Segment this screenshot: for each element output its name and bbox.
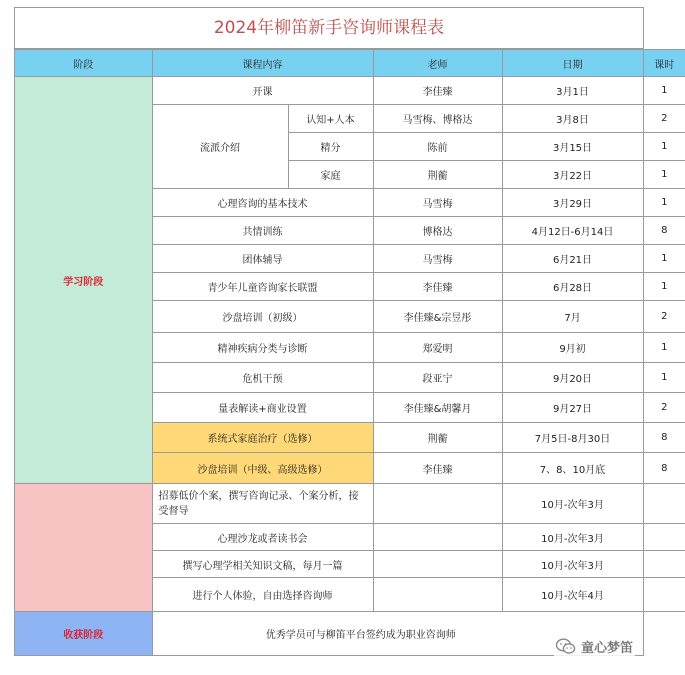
course-date: 9月初	[502, 333, 643, 363]
course-date: 9月27日	[502, 393, 643, 423]
course-content: 认知+人本	[288, 105, 373, 133]
course-hours: 1	[643, 363, 685, 393]
practice-hours-empty	[643, 551, 685, 578]
course-date: 6月21日	[502, 245, 643, 273]
course-content: 家庭	[288, 161, 373, 189]
harvest-text: 优秀学员可与柳笛平台签约成为职业咨询师	[152, 612, 685, 655]
course-content: 量表解读+商业设置	[152, 393, 373, 423]
course-date: 9月20日	[502, 363, 643, 393]
schedule-sheet	[14, 7, 675, 656]
course-date: 4月12日-6月14日	[502, 217, 643, 245]
course-group: 流派介绍	[152, 105, 288, 189]
course-date: 7月5日-8月30日	[502, 423, 643, 453]
course-hours: 1	[643, 333, 685, 363]
course-hours: 2	[643, 105, 685, 133]
header-teacher: 老师	[373, 50, 502, 77]
wechat-icon	[556, 638, 576, 655]
practice-date: 10月-次年3月	[502, 524, 643, 551]
practice-hours-empty	[643, 578, 685, 612]
course-teacher: 李佳臻&胡馨月	[373, 393, 502, 423]
practice-teacher-empty	[373, 484, 502, 524]
course-hours: 2	[643, 393, 685, 423]
header-stage: 阶段	[15, 50, 152, 77]
course-content: 心理咨询的基本技术	[152, 189, 373, 217]
course-date: 7月	[502, 301, 643, 333]
course-content: 危机干预	[152, 363, 373, 393]
course-hours: 1	[643, 189, 685, 217]
course-hours: 1	[643, 273, 685, 301]
course-date: 3月22日	[502, 161, 643, 189]
practice-date: 10月-次年4月	[502, 578, 643, 612]
course-teacher: 博格达	[373, 217, 502, 245]
watermark	[554, 636, 635, 657]
course-teacher: 李佳臻	[373, 453, 502, 484]
course-date: 3月15日	[502, 133, 643, 161]
course-teacher: 荆蘅	[373, 423, 502, 453]
watermark-text: 童心梦笛	[580, 641, 633, 656]
course-content: 精分	[288, 133, 373, 161]
course-hours: 8	[643, 453, 685, 484]
course-content-elective: 沙盘培训（中级、高级选修）	[152, 453, 373, 484]
schedule-table	[15, 49, 685, 655]
practice-teacher-empty	[373, 524, 502, 551]
course-content-elective: 系统式家庭治疗（选修）	[152, 423, 373, 453]
course-date: 3月8日	[502, 105, 643, 133]
stage-practice-cell	[15, 484, 152, 612]
course-date: 3月1日	[502, 77, 643, 105]
course-teacher: 马雪梅、博格达	[373, 105, 502, 133]
course-date: 3月29日	[502, 189, 643, 217]
course-content: 青少年儿童咨询家长联盟	[152, 273, 373, 301]
table-row	[15, 77, 685, 105]
course-teacher: 李佳臻	[373, 77, 502, 105]
course-hours: 8	[643, 423, 685, 453]
header-content: 课程内容	[152, 50, 373, 77]
course-teacher: 李佳臻	[373, 273, 502, 301]
course-teacher: 陈前	[373, 133, 502, 161]
course-teacher: 段亚宁	[373, 363, 502, 393]
practice-date: 10月-次年3月	[502, 484, 643, 524]
stage-harvest-cell: 收获阶段	[15, 612, 152, 655]
course-hours: 1	[643, 245, 685, 273]
course-teacher: 李佳臻&宗昱彤	[373, 301, 502, 333]
header-row	[15, 50, 685, 77]
practice-date: 10月-次年3月	[502, 551, 643, 578]
course-teacher: 郑爱明	[373, 333, 502, 363]
table-row	[15, 484, 685, 524]
course-hours: 1	[643, 77, 685, 105]
stage-study-cell: 学习阶段	[15, 77, 152, 484]
course-hours: 1	[643, 133, 685, 161]
practice-hours-empty	[643, 484, 685, 524]
course-content: 开课	[152, 77, 373, 105]
practice-content: 心理沙龙或者读书会	[152, 524, 373, 551]
course-date: 7、8、10月底	[502, 453, 643, 484]
course-content: 精神疾病分类与诊断	[152, 333, 373, 363]
course-content: 沙盘培训（初级）	[152, 301, 373, 333]
practice-content: 招募低价个案，撰写咨询记录、个案分析，接受督导	[152, 484, 373, 524]
course-content: 团体辅导	[152, 245, 373, 273]
practice-content: 撰写心理学相关知识文稿，每月一篇	[152, 551, 373, 578]
course-teacher: 马雪梅	[373, 245, 502, 273]
course-hours: 1	[643, 161, 685, 189]
header-date: 日期	[502, 50, 643, 77]
header-hours: 课时	[643, 50, 685, 77]
course-content: 共情训练	[152, 217, 373, 245]
practice-teacher-empty	[373, 551, 502, 578]
practice-content: 进行个人体验，自由选择咨询师	[152, 578, 373, 612]
course-teacher: 马雪梅	[373, 189, 502, 217]
course-date: 6月28日	[502, 273, 643, 301]
course-teacher: 荆蘅	[373, 161, 502, 189]
page-title: 2024年柳笛新手咨询师课程表	[15, 8, 643, 49]
practice-teacher-empty	[373, 578, 502, 612]
course-hours: 2	[643, 301, 685, 333]
practice-hours-empty	[643, 524, 685, 551]
course-hours: 8	[643, 217, 685, 245]
